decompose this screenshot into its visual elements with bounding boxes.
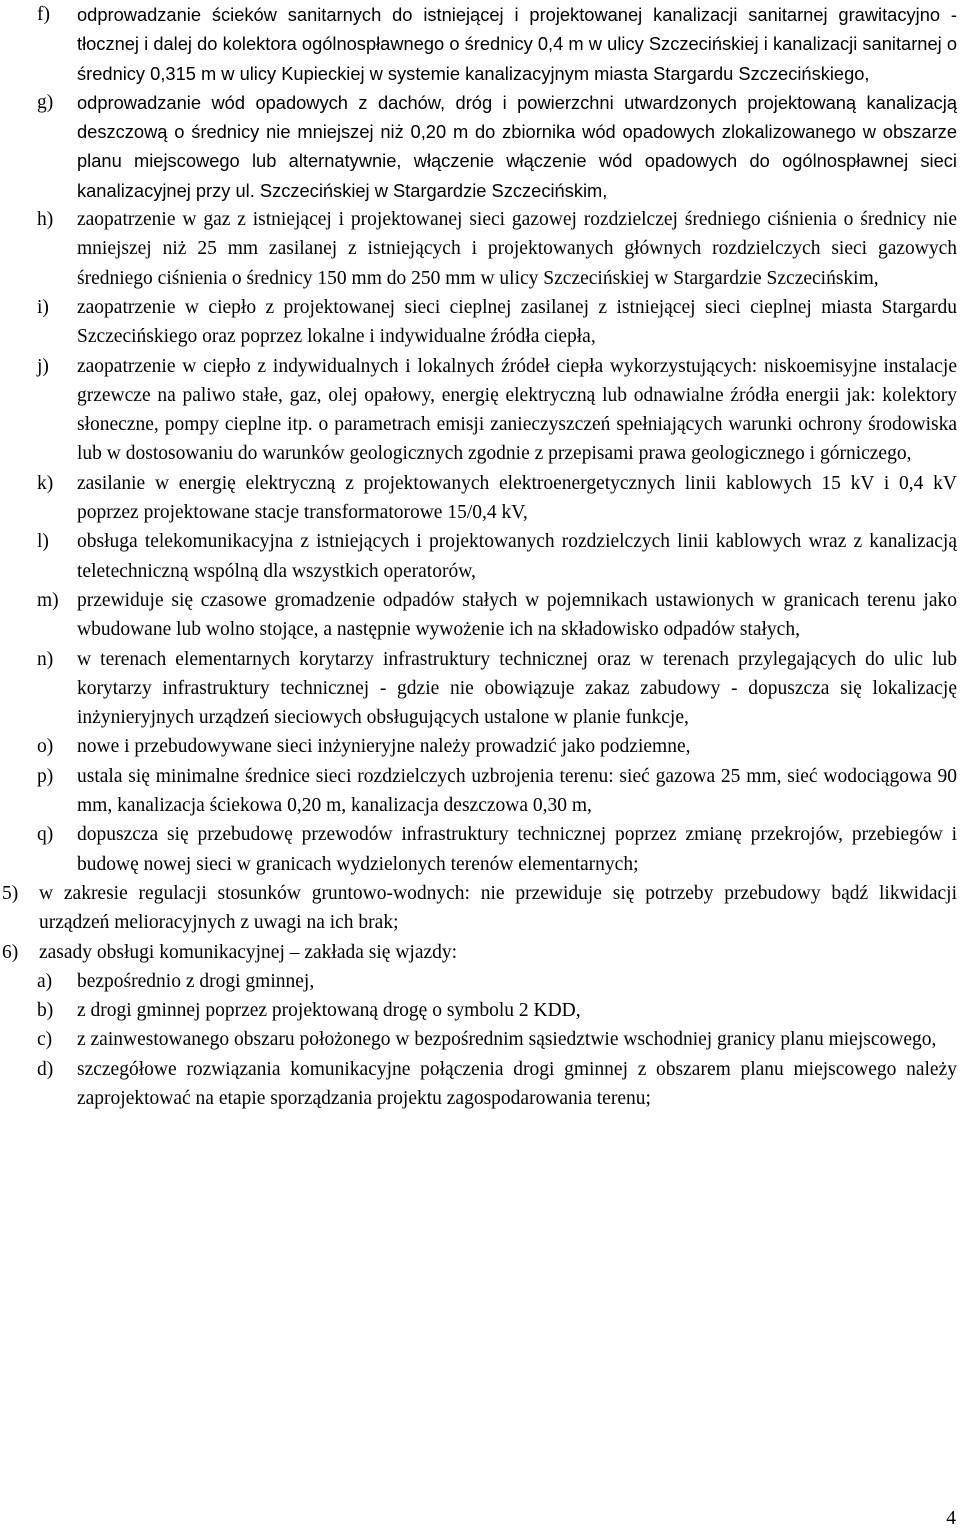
item-label: o): [37, 736, 54, 758]
list-item: [0, 967, 960, 996]
item-text: szczegółowe rozwiązania komunikacyjne połączenia drogi gminnej z obszarem planu miejscowego należy zaprojektować na etapie sporządzania projektu zagospodarowania terenu;: [77, 1058, 957, 1109]
item-label: n): [37, 648, 54, 670]
list-item: [0, 645, 960, 733]
item-label: f): [37, 4, 50, 25]
item-label: 5): [2, 882, 19, 904]
item-text: odprowadzanie ścieków sanitarnych do istniejącej i projektowanej kanalizacji sanitarnej grawitacyjno - tłocznej i dalej do kolektora ogólnospławnego o średnicy 0,4 m w ulicy Szczecińskiej i kanalizacji sanitarnej o średnicy 0,315 m w ulicy Kupieckiej w systemie kanalizacyjnym miasta Stargardu Szczecińskiego,: [77, 4, 957, 84]
item-text: ustala się minimalne średnice sieci rozdzielczych uzbrojenia terenu: sieć gazowa 25 mm, sieć wodociągowa 90 mm, kanalizacja ściekowa 0,20 m, kanalizacja deszczowa 0,30 m,: [77, 765, 957, 817]
section-item: [0, 879, 960, 938]
item-text: z drogi gminnej poprzez projektowaną drogę o symbolu 2 KDD,: [77, 1000, 581, 1022]
list-item: [0, 732, 960, 761]
item-text: z zainwestowanego obszaru położonego w bezpośrednim sąsiedztwie wschodniej granicy planu miejscowego,: [77, 1029, 937, 1051]
item-label: a): [37, 970, 53, 992]
item-text: zaopatrzenie w ciepło z projektowanej sieci cieplnej zasilanej z istniejącej sieci cieplnej miasta Stargardu Szczecińskiego oraz poprzez lokalne i indywidualne źródła ciepła,: [77, 296, 957, 348]
item-text: nowe i przebudowywane sieci inżynieryjne należy prowadzić jako podziemne,: [77, 736, 691, 758]
item-label: c): [37, 1029, 53, 1051]
list-item: [0, 586, 960, 645]
item-text: w terenach elementarnych korytarzy infrastruktury technicznej oraz w terenach przylegających do ulic lub korytarzy infrastruktury technicznej - gdzie nie obowiązuje zakaz zabudowy - dopuszcza się lokalizację inżynieryjnych urządzeń sieciowych obsługujących ustalone w planie funkcje,: [77, 648, 957, 729]
item-text: odprowadzanie wód opadowych z dachów, dróg i powierzchni utwardzonych projektowaną kanalizacją deszczową o średnicy nie mniejszej niż 0,20 m do zbiornika wód opadowych zlokalizowanego w obszarze planu miejscowego lub alternatywnie, włączenie włączenie wód opadowych do ogólnospławnej sieci kanalizacyjnej przy ul. Szczecińskiej w Stargardzie Szczecińskim,: [77, 91, 957, 201]
page-number: 4: [946, 1508, 956, 1529]
section-item: [0, 938, 960, 967]
item-label: 6): [2, 941, 19, 963]
item-text: dopuszcza się przebudowę przewodów infrastruktury technicznej poprzez zmianę przekrojów, przebiegów i budowę nowej sieci w granicach wydzielonych terenów elementarnych;: [77, 824, 957, 875]
list-item: [0, 293, 960, 352]
item-label: g): [37, 91, 54, 113]
item-text: w zakresie regulacji stosunków gruntowo-wodnych: nie przewiduje się potrzeby przebudowy bądź likwidacji urządzeń melioracyjnych z uwagi na ich brak;: [39, 882, 957, 934]
list-item: [0, 205, 960, 293]
item-label: j): [37, 355, 49, 377]
item-text: zaopatrzenie w ciepło z indywidualnych i lokalnych źródeł ciepła wykorzystujących: niskoemisyjne instalacje grzewcze na paliwo stałe, gaz, olej opałowy, energię elektryczną lub odnawialne źródła energii jak: kolektory słoneczne, pompy cieplne itp. o parametrach emisji zanieczyszczeń spełniających warunki ochrony środowiska lub w dostosowaniu do warunków geologicznych zgodnie z przepisami prawa geologicznego i górniczego,: [77, 355, 957, 465]
item-text: zaopatrzenie w gaz z istniejącej i projektowanej sieci gazowej rozdzielczej średniego ciśnienia o średnicy nie mniejszej niż 25 mm zasilanej z istniejących i projektowanych głównych rozdzielczych sieci gazowych średniego ciśnienia o średnicy 150 mm do 250 mm w ulicy Szczecińskiej w Stargardzie Szczecińskim,: [77, 209, 957, 289]
item-text: bezpośrednio z drogi gminnej,: [77, 970, 315, 992]
list-item: [0, 820, 960, 879]
list-item: [0, 352, 960, 469]
item-text: zasilanie w energię elektryczną z projektowanych elektroenergetycznych linii kablowych 15 kV i 0,4 kV poprzez projektowane stacje transformatorowe 15/0,4 kV,: [77, 472, 957, 524]
item-text: przewiduje się czasowe gromadzenie odpadów stałych w pojemnikach ustawionych w granicach terenu jako wbudowane lub wolno stojące, a następnie wywożenie ich na składowisko odpadów stałych,: [77, 589, 957, 641]
list-item: [0, 527, 960, 586]
item-label: m): [37, 589, 59, 611]
list-item: [0, 762, 960, 821]
item-label: i): [37, 296, 49, 318]
item-text: obsługa telekomunikacyjna z istniejących i projektowanych rozdzielczych linii kablowych wraz z kanalizacją teletechniczną wspólną dla wszystkich operatorów,: [77, 531, 957, 582]
item-label: h): [37, 209, 54, 231]
list-item: [0, 996, 960, 1025]
item-label: l): [37, 531, 49, 553]
list-item: [0, 88, 960, 205]
item-label: b): [37, 1000, 54, 1022]
item-label: d): [37, 1058, 54, 1080]
item-label: q): [37, 824, 54, 846]
item-text: zasady obsługi komunikacyjnej – zakłada się wjazdy:: [39, 941, 458, 963]
list-item: [0, 0, 960, 88]
item-label: k): [37, 472, 54, 494]
list-item: [0, 469, 960, 528]
list-item: [0, 1025, 960, 1054]
item-label: p): [37, 765, 54, 787]
list-item: [0, 1055, 960, 1114]
